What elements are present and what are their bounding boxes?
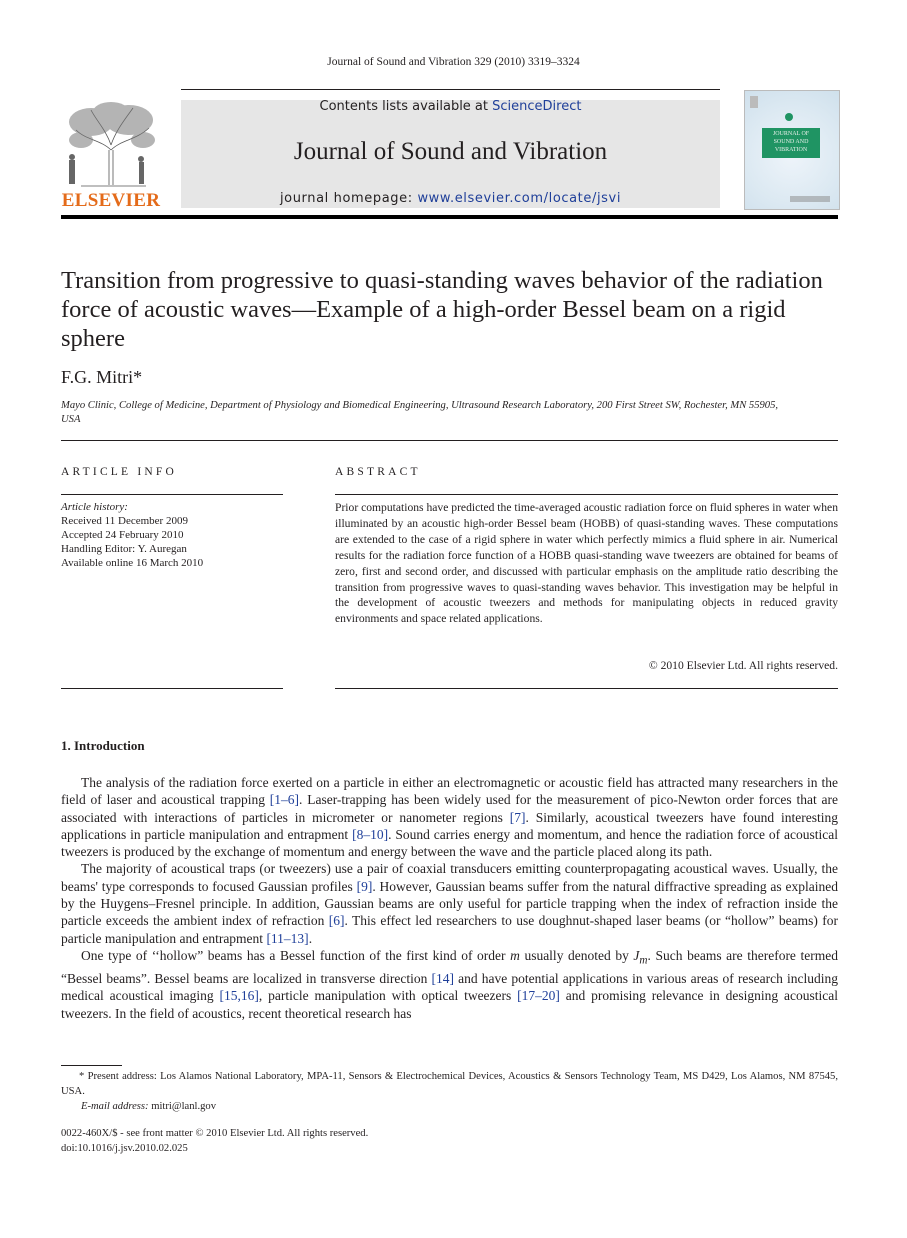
section-heading-introduction: 1. Introduction — [61, 738, 145, 753]
handling-editor: Handling Editor: Y. Auregan — [61, 543, 187, 555]
divider — [335, 494, 838, 495]
paragraph: The majority of acoustical traps (or tweezers) use a pair of coaxial transducers emitting counterpropagating acoustical waves. Usually, the beams' type corresponds to focused Gaussian profiles [9]. However, Gaussian beams suffer from the natural diffractive spreading as explained by the Huygens–Fresnel principle. In addition, Gaussian beams are only useful for particle trapping when the index of refraction inside the particle exceeds the ambient index of refraction [6]. This effect led researchers to use doughnut-shaped laser beams (or “hollow” beams) for particle manipulation and entrapment [11–13]. — [61, 861, 838, 946]
footnote-mark: * — [79, 1071, 85, 1082]
divider — [335, 688, 838, 689]
citation-link[interactable]: [11–13] — [266, 930, 309, 946]
cover-publisher-mark — [790, 196, 830, 202]
article-title: Transition from progressive to quasi-standing waves behavior of the radiation force of acoustic waves—Example of a high-order Bessel beam on a rigid sphere — [61, 267, 823, 352]
sciencedirect-link[interactable]: ScienceDirect — [492, 99, 582, 114]
journal-title: Journal of Sound and Vibration — [293, 138, 608, 165]
citation-link[interactable]: [6] — [328, 913, 345, 929]
affiliation: Mayo Clinic, College of Medicine, Department of Physiology and Biomedical Engineering, Ultrasound Research Laboratory, 200 First Street SW, Rochester, MN 55905, USA — [61, 400, 779, 425]
history-label: Article history: — [61, 501, 128, 513]
math-subscript: m — [639, 954, 648, 967]
citation-link[interactable]: [7] — [509, 809, 526, 825]
online-date: Available online 16 March 2010 — [61, 557, 204, 569]
contents-prefix: Contents lists available at — [319, 99, 493, 114]
email-label: E-mail address: — [81, 1101, 149, 1112]
introduction-body — [61, 774, 838, 1022]
email-address[interactable]: mitri@lanl.gov — [148, 1101, 217, 1112]
cover-emblem-icon — [785, 113, 793, 121]
divider — [61, 494, 283, 495]
cover-title-block: JOURNAL OF SOUND AND VIBRATION — [762, 128, 820, 158]
divider — [61, 440, 838, 441]
author-footnote-mark[interactable]: * — [133, 367, 143, 387]
paragraph: The analysis of the radiation force exerted on a particle in either an electromagnetic or acoustic field has attracted many researchers in the field of laser and acoustical trapping [1–6]. Laser-trapping has been widely used for the measurement of pico-Newton order forces that are associated with interactions of particles in micrometer or nanometer regions [7]. Similarly, acoustical tweezers have found interesting applications in particle manipulation and entrapment [8–10]. Sound carries energy and momentum, and hence the radiation force of acoustical tweezers is produced by the exchange of momentum and energy between the wave and the particle placed along its path. — [61, 775, 839, 860]
homepage-line — [181, 191, 720, 206]
math-symbol: m — [510, 947, 520, 963]
paragraph: One type of ‘‘hollow” beams has a Bessel function of the first kind of order m usually denoted by $J_m$. Such beams are therefore termed “Bessel beams”. Bessel beams are localized in transverse direction [14] and have potential applications in various areas of research including medical acoustical imaging [15,16], particle manipulation with optical tweezers [17–20] and promising relevance in designing acoustical tweezers. In the field of acoustics, recent theoretical research has — [61, 947, 839, 1021]
divider — [61, 688, 283, 689]
math-symbol: J — [633, 947, 640, 963]
footnote — [61, 1069, 838, 1114]
article-info-heading: ARTICLE INFO — [61, 466, 177, 478]
homepage-prefix: journal homepage: — [279, 191, 418, 206]
header-thick-rule — [61, 215, 838, 219]
abstract-copyright: © 2010 Elsevier Ltd. All rights reserved. — [648, 659, 838, 672]
footnote-address: * Present address: Los Alamos National Laboratory, MPA-11, Sensors & Electrochemical Devices, Acoustics & Sensors Technology Team, MS D429, Los Alamos, NM 87545, USA. — [61, 1071, 838, 1097]
abstract-text: Prior computations have predicted the time-averaged acoustic radiation force on fluid spheres in water when illuminated by an acoustic high-order Bessel beam (HOBB) of quasi-standing waves. These computations are extended to the case of a rigid sphere in water which perfectly mimics a fluid sphere in air. Numerical results for the radiation force function of a HOBB quasi-standing wave tweezers are obtained for beams of zero, first and second order, and discussed with particular emphasis on the amplitude ratio describing the transition from progressive waves to quasi-standing waves behavior. This investigation may be helpful in the development of acoustic tweezers and methods for manipulating objects in reduced gravity environments and space related applications. — [335, 501, 838, 626]
elsevier-wordmark: ELSEVIER — [61, 190, 161, 211]
footnote-email-line — [61, 1099, 838, 1114]
doi-line[interactable]: doi:10.1016/j.jsv.2010.02.025 — [61, 1143, 188, 1154]
citation-link[interactable]: [14] — [431, 970, 454, 986]
author-name[interactable]: F.G. Mitri — [61, 367, 134, 387]
citation-link[interactable]: [9] — [356, 878, 373, 894]
citation-link[interactable]: [17–20] — [517, 988, 560, 1004]
homepage-link[interactable]: www.elsevier.com/locate/jsvi — [417, 191, 622, 206]
citation-link[interactable]: [15,16] — [219, 988, 259, 1004]
footnote-rule — [61, 1065, 122, 1066]
contents-line — [181, 99, 720, 114]
journal-citation: Journal of Sound and Vibration 329 (2010) 3319–3324 — [327, 56, 580, 68]
issn-line: 0022-460X/$ - see front matter © 2010 Elsevier Ltd. All rights reserved. — [61, 1128, 369, 1139]
accepted-date: Accepted 24 February 2010 — [61, 529, 184, 541]
abstract-heading: ABSTRACT — [335, 466, 421, 478]
article-history — [61, 500, 203, 570]
front-matter — [61, 1126, 368, 1156]
citation-link[interactable]: [1–6] — [269, 792, 300, 808]
header-top-rule — [181, 89, 720, 90]
cover-corner-mark — [750, 96, 758, 108]
received-date: Received 11 December 2009 — [61, 515, 188, 527]
citation-link[interactable]: [8–10] — [352, 826, 389, 842]
author-line — [61, 367, 142, 388]
